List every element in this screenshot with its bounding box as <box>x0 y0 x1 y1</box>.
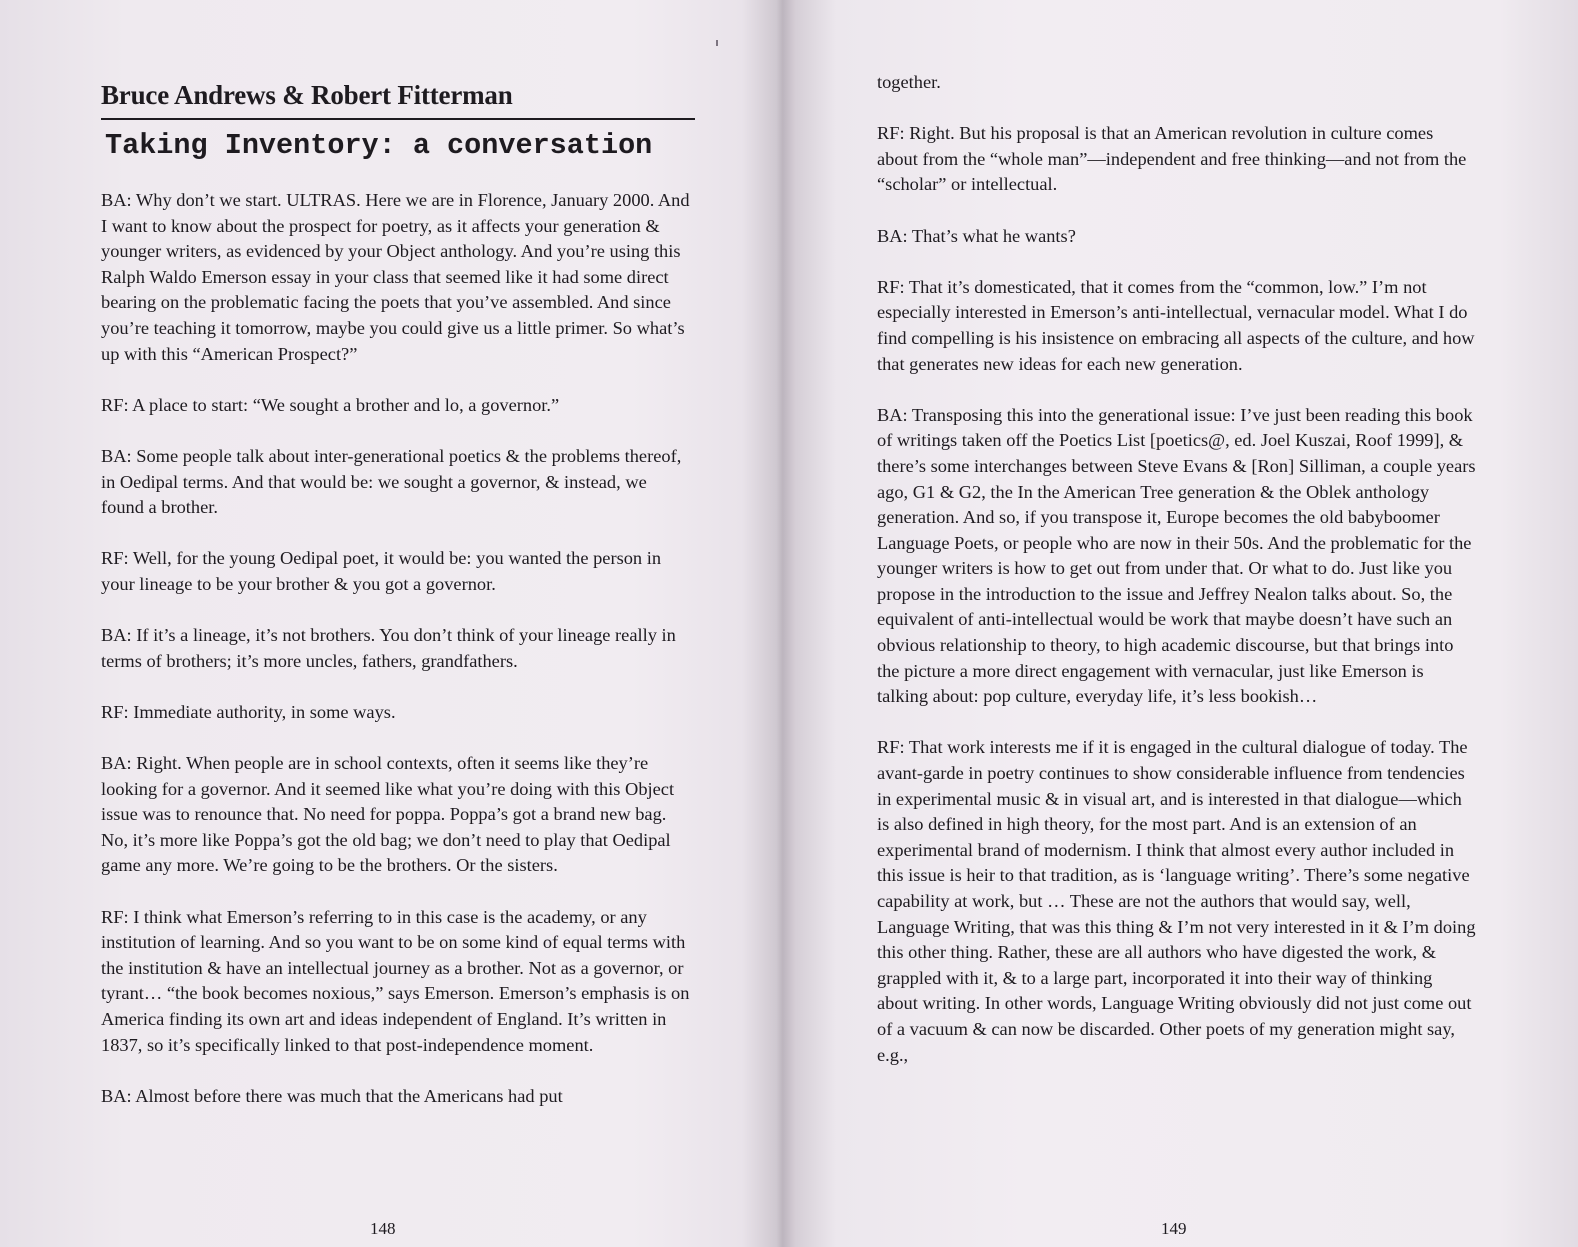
page-number-left: 148 <box>370 1219 396 1238</box>
page-number-right: 149 <box>1161 1219 1187 1238</box>
paragraph: BA: Transposing this into the generational issue: I’ve just been reading this book of writings taken off the Poetics List [poetics@, ed. Joel Kuszai, Roof 1999], & there’s some interchanges between Steve Evans & [Ron] Silliman, a couple years ago, G1 & G2, the In the American Tree generation & the Oblek anthology generation. And so, if you transpose it, Europe becomes the old babyboomer Language Poets, or people who are now in their 50s. And the problematic for the younger writers is how to get out from under that. Or what to do. Just like you propose in the introduction to the issue and Jeffrey Nealon talks about. So, the equivalent of anti-intellectual would be work that maybe doesn’t have such an obvious relationship to theory, to high academic discourse, but that brings into the picture a more direct engagement with vernacular, just like Emerson is talking about: pop culture, everyday life, it’s less bookish… <box>877 404 1476 707</box>
paragraph: BA: Why don’t we start. ULTRAS. Here we are in Florence, January 2000. And I want to know about the prospect for poetry, as it affects your generation & younger writers, as evidenced by your Object anthology. And you’re using this Ralph Waldo Emerson essay in your class that seemed like it had some direct bearing on the problematic facing the poets that you’ve assembled. And since you’re teaching it tomorrow, maybe you could give us a little primer. So what’s up with this “American Prospect?” <box>101 190 690 364</box>
paragraph: RF: That it’s domesticated, that it comes from the “common, low.” I’m not especially interested in Emerson’s anti-intellectual, vernacular model. What I do find compelling is his insistence on embracing all aspects of the culture, and how that generates new ideas for each new generation. <box>877 276 1475 374</box>
paragraph: BA: Right. When people are in school contexts, often it seems like they’re looking for a governor. And it seemed like what you’re doing with this Object issue was to renounce that. No need for poppa. Poppa’s got a brand new bag. No, it’s more like Poppa’s got the old bag; we don’t need to play that Oedipal game any more. We’re going to be the brothers. Or the sisters. <box>101 753 675 876</box>
paragraph: RF: A place to start: “We sought a brother and lo, a governor.” <box>101 394 560 415</box>
article-header <box>101 78 695 164</box>
paragraph: RF: I think what Emerson’s referring to in this case is the academy, or any institution of learning. And so you want to be on some kind of equal terms with the institution & have an intellectual journey as a brother. Not as a governor, or tyrant… “the book becomes noxious,” says Emerson. Emerson’s emphasis is on America finding its own art and ideas independent of England. It’s written in 1837, so it’s specifically linked to that post-independence moment. <box>101 906 690 1055</box>
left-page <box>0 0 760 1247</box>
paragraph: RF: Immediate authority, in some ways. <box>101 701 396 722</box>
left-page-body <box>101 188 693 1135</box>
article-title: Taking Inventory: a conversation <box>105 129 653 162</box>
paragraph: BA: If it’s a lineage, it’s not brothers. You don’t think of your lineage really in terms of brothers; it’s more uncles, fathers, grandfathers. <box>101 625 676 671</box>
paragraph: RF: That work interests me if it is engaged in the cultural dialogue of today. The avant-garde in poetry continues to show considerable influence from tendencies in experimental music & in visual art, and is interested in that dialogue—which is also defined in high theory, for the most part. And is an extension of an experimental brand of modernism. I think that almost every author included in this issue is heir to that tradition, as is ‘language writing’. There’s some negative capability at work, but … These are not the authors that would say, well, Language Writing, that was this thing & I’m not very interested in it & I’m doing this other thing. Rather, these are all authors who have digested the work, & grappled with it, & to a large part, incorporated it into their way of thinking about writing. In other words, Language Writing obviously did not just come out of a vacuum & can now be discarded. Other poets of my generation might say, e.g., <box>877 737 1476 1065</box>
right-page-body <box>877 70 1477 1094</box>
paragraph: RF: Well, for the young Oedipal poet, it would be: you wanted the person in your lineage to be your brother & you got a governor. <box>101 548 662 594</box>
paragraph: BA: Almost before there was much that the Americans had put <box>101 1085 563 1106</box>
right-page <box>790 0 1578 1247</box>
paragraph: RF: Right. But his proposal is that an American revolution in culture comes about from the “whole man”—independent and free thinking—and not from the “scholar” or intellectual. <box>877 123 1467 195</box>
paragraph: BA: Some people talk about inter-generational poetics & the problems thereof, in Oedipal terms. And that would be: we sought a governor, & instead, we found a brother. <box>101 445 682 518</box>
paragraph: BA: That’s what he wants? <box>877 225 1076 246</box>
article-authors: Bruce Andrews & Robert Fitterman <box>101 78 695 120</box>
paragraph: together. <box>877 72 941 92</box>
